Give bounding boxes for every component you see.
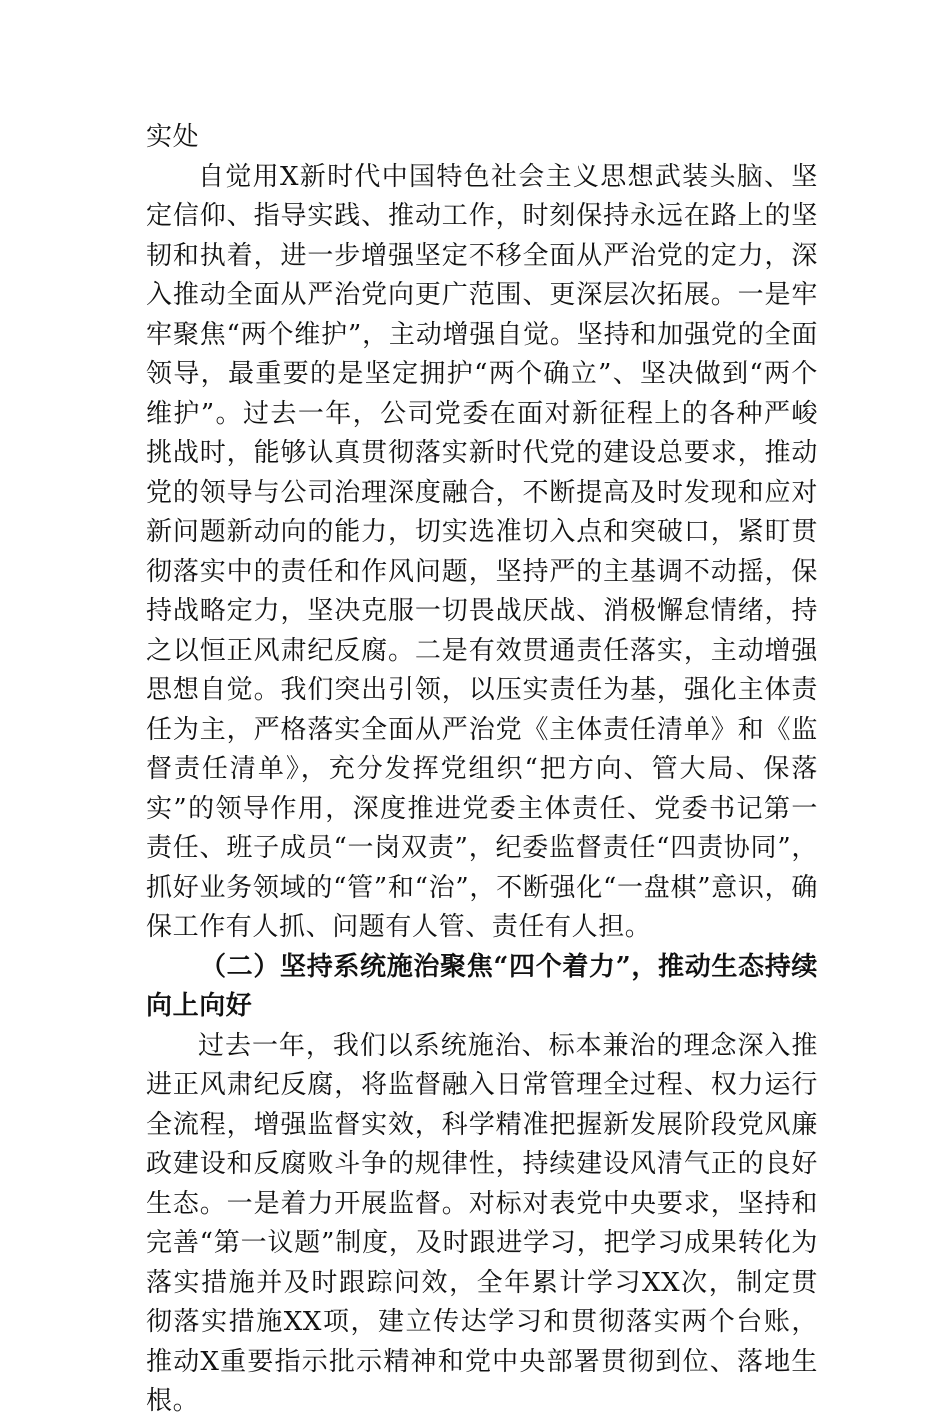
paragraph-past-year-supervision: 过去一年，我们以系统施治、标本兼治的理念深入推进正风肃纪反腐，将监督融入日常管理全过程、权力运行全流程，增强监督实效，科学精准把握新发展阶段党风廉政建设和反腐败斗争的规律性，持续建设风清气正的良好生态。一是着力开展监督。对标对表党中央要求，坚持和完善“第一议题”制度，及时跟进学习，把学习成果转化为落实措施并及时跟踪问效，全年累计学习XX次，制定贯彻落实措施XX项，建立传达学习和贯彻落实两个台账，推动X重要指示批示精神和党中央部署贯彻到位、落地生根。 [146,1030,818,1416]
section-heading-systematic-governance: （二）坚持系统施治聚焦“四个着力”，推动生态持续向上向好 [146,951,818,1021]
paragraph-two-maintenances: 自觉用X新时代中国特色社会主义思想武装头脑、坚定信仰、指导实践、推动工作，时刻保持永远在路上的坚韧和执着，进一步增强坚定不移全面从严治党的定力，深入推动全面从严治党向更广范围、更深层次拓展。一是牢牢聚焦“两个维护”，主动增强自觉。坚持和加强党的全面领导，最重要的是坚定拥护“两个确立”、坚决做到“两个维护”。过去一年，公司党委在面对新征程上的各种严峻挑战时，能够认真贯彻落实新时代党的建设总要求，推动党的领导与公司治理深度融合，不断提高及时发现和应对新问题新动向的能力，切实选准切入点和突破口，紧盯贯彻落实中的责任和作风问题，坚持严的主基调不动摇，保持战略定力，坚决克服一切畏战厌战、消极懈怠情绪，持之以恒正风肃纪反腐。二是有效贯通责任落实，主动增强思想自觉。我们突出引领，以压实责任为基，强化主体责任为主，严格落实全面从严治党《主体责任清单》和《监督责任清单》，充分发挥党组织“把方向、管大局、保落实”的领导作用，深度推进党委主体责任、党委书记第一责任、班子成员“一岗双责”，纪委监督责任“四责协同”，抓好业务领域的“管”和“治”，不断强化“一盘棋”意识，确保工作有人抓、问题有人管、责任有人担。 [146,161,818,942]
paragraph-continuation: 实处 [146,122,200,152]
document-body [146,118,818,1422]
